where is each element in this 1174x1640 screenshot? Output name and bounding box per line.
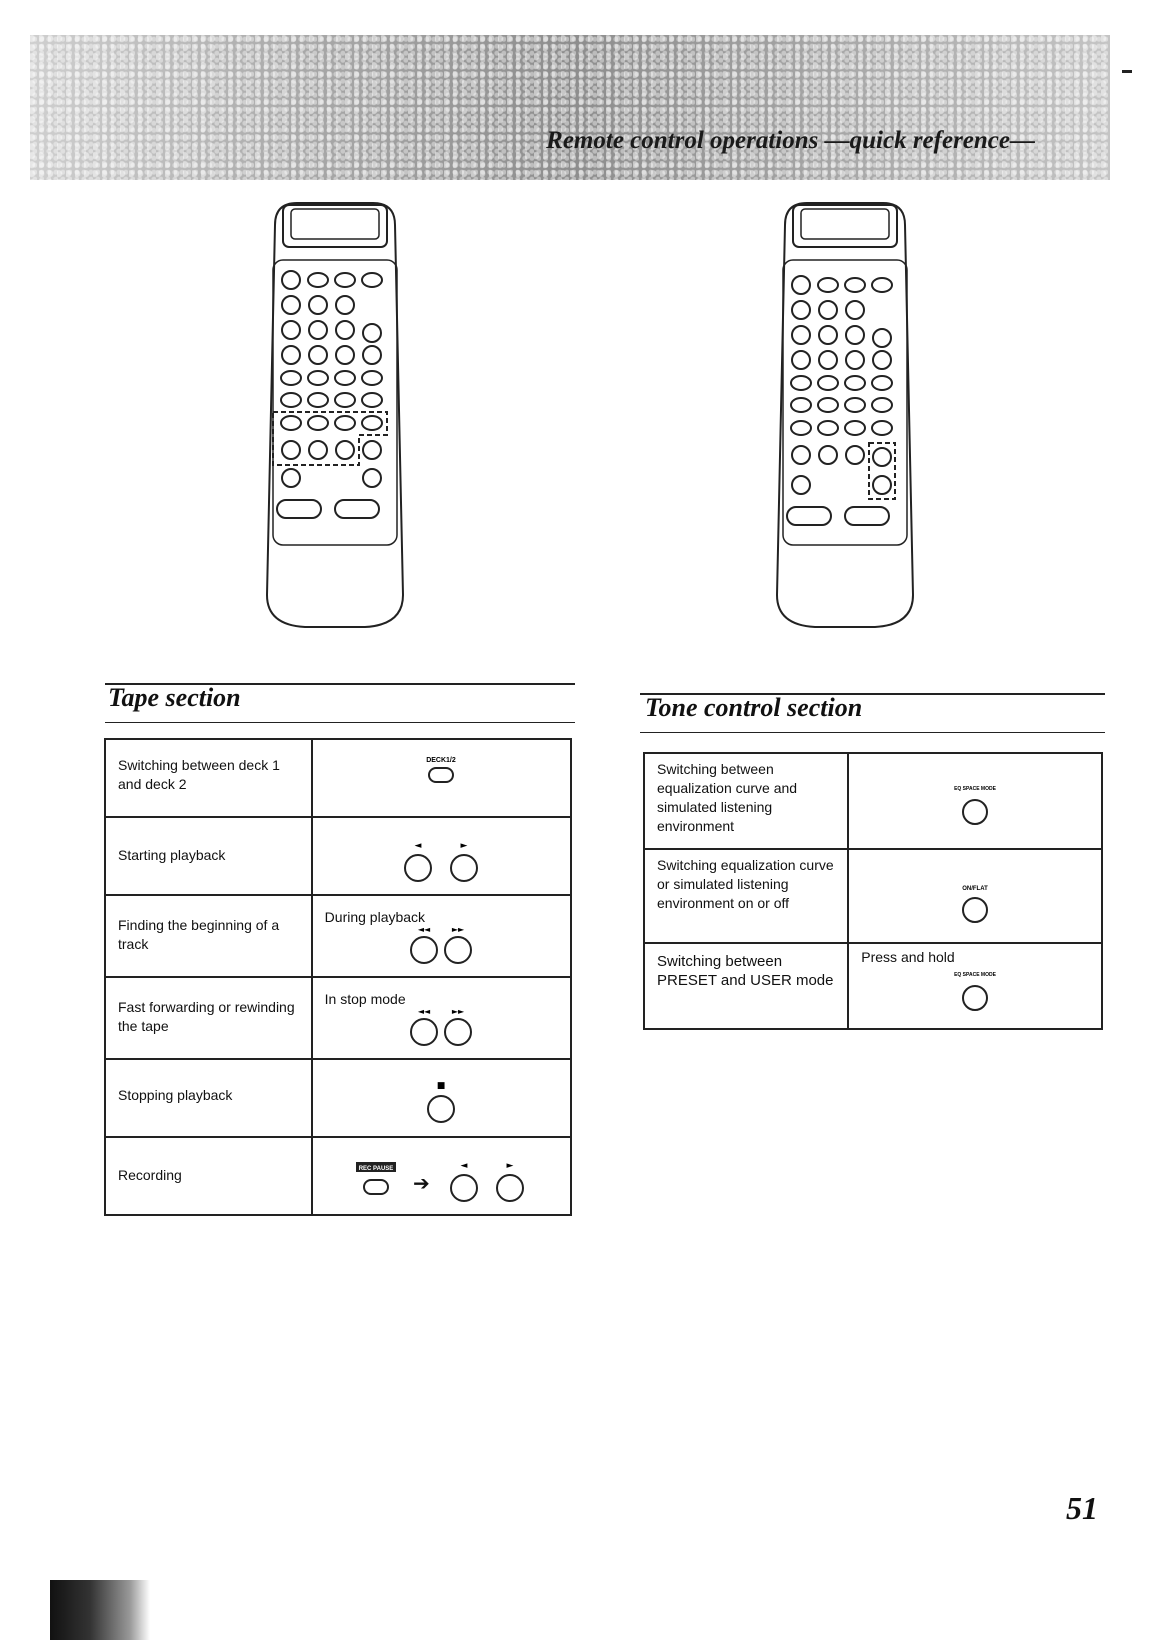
margin-mark	[1122, 70, 1132, 73]
eq-space-mode-button-icon	[950, 782, 1000, 832]
stop-button-icon	[421, 1076, 461, 1126]
forward-skip-symbol: ►►	[452, 925, 465, 934]
page-header-title: Remote control operations —quick reference—	[546, 127, 1035, 154]
row-label: Switching between PRESET and USER mode	[644, 943, 848, 1029]
remote-illustration-tape	[255, 195, 415, 635]
row-label: Switching equalization curve or simulated listening environment on or off	[644, 849, 848, 943]
then-arrow-icon: ➔	[412, 1173, 430, 1195]
row-hint: During playback	[324, 909, 426, 925]
row-label: Switching between deck 1 and deck 2	[105, 739, 312, 817]
remote-illustration-tone	[765, 195, 925, 635]
header-banner	[30, 35, 1110, 180]
reverse-play-button-icon	[444, 1156, 484, 1204]
rec-pause-button-icon	[353, 1158, 399, 1204]
row-hint: Press and hold	[861, 949, 955, 965]
rewind-skip-symbol: ◄◄	[418, 925, 431, 934]
tape-section-table	[104, 738, 572, 1216]
eq-space-mode-label: EQ SPACE MODE	[954, 972, 997, 978]
table-row	[105, 1059, 571, 1137]
table-row	[644, 753, 1102, 849]
table-row	[105, 895, 571, 977]
table-row	[105, 977, 571, 1059]
tone-section-table	[643, 752, 1103, 1030]
row-label: Recording	[105, 1137, 312, 1215]
row-label: Fast forwarding or rewinding the tape	[105, 977, 312, 1059]
rewind-button-icon	[407, 1002, 441, 1048]
reverse-play-symbol: ◄	[460, 1161, 468, 1171]
tone-section-title: Tone control section	[645, 693, 863, 722]
row-label: Stopping playback	[105, 1059, 312, 1137]
row-label: Finding the beginning of a track	[105, 895, 312, 977]
row-control	[848, 849, 1102, 943]
row-control	[312, 739, 571, 817]
table-row	[644, 943, 1102, 1029]
deck-1-2-button-label: DECK1/2	[426, 757, 457, 764]
tone-title-bottom-rule	[640, 732, 1105, 733]
row-control	[312, 1059, 571, 1137]
reverse-play-button-icon	[398, 836, 438, 884]
table-row	[105, 817, 571, 895]
forward-play-symbol: ►	[460, 841, 468, 851]
eq-space-mode-button-icon	[950, 968, 1000, 1018]
row-control	[312, 895, 571, 977]
row-control	[848, 943, 1102, 1029]
on-flat-label: ON/FLAT	[962, 886, 988, 892]
tape-section-title: Tape section	[108, 683, 241, 712]
fast-forward-symbol: ►►	[452, 1007, 465, 1016]
row-control	[312, 977, 571, 1059]
forward-play-button-icon	[490, 1156, 530, 1204]
row-control	[312, 817, 571, 895]
rec-pause-label: REC PAUSE	[358, 1166, 394, 1172]
forward-play-symbol: ►	[506, 1161, 514, 1171]
page-number: 51	[1066, 1490, 1098, 1526]
stop-symbol: ■	[437, 1081, 446, 1091]
table-row	[105, 1137, 571, 1215]
scan-smudge	[50, 1580, 150, 1640]
eq-space-mode-label: EQ SPACE MODE	[954, 786, 997, 792]
table-row	[644, 849, 1102, 943]
forward-skip-button-icon	[441, 920, 475, 966]
row-hint: In stop mode	[324, 991, 406, 1007]
fast-forward-button-icon	[441, 1002, 475, 1048]
row-control	[848, 753, 1102, 849]
row-label: Starting playback	[105, 817, 312, 895]
on-flat-button-icon	[950, 880, 1000, 930]
row-label: Switching between equalization curve and simulated listening environment	[644, 753, 848, 849]
table-row	[105, 739, 571, 817]
deck-1-2-button-icon	[411, 750, 471, 790]
reverse-play-symbol: ◄	[414, 841, 422, 851]
row-control	[312, 1137, 571, 1215]
forward-play-button-icon	[444, 836, 484, 884]
tape-title-bottom-rule	[105, 722, 575, 723]
rewind-symbol: ◄◄	[418, 1007, 431, 1016]
